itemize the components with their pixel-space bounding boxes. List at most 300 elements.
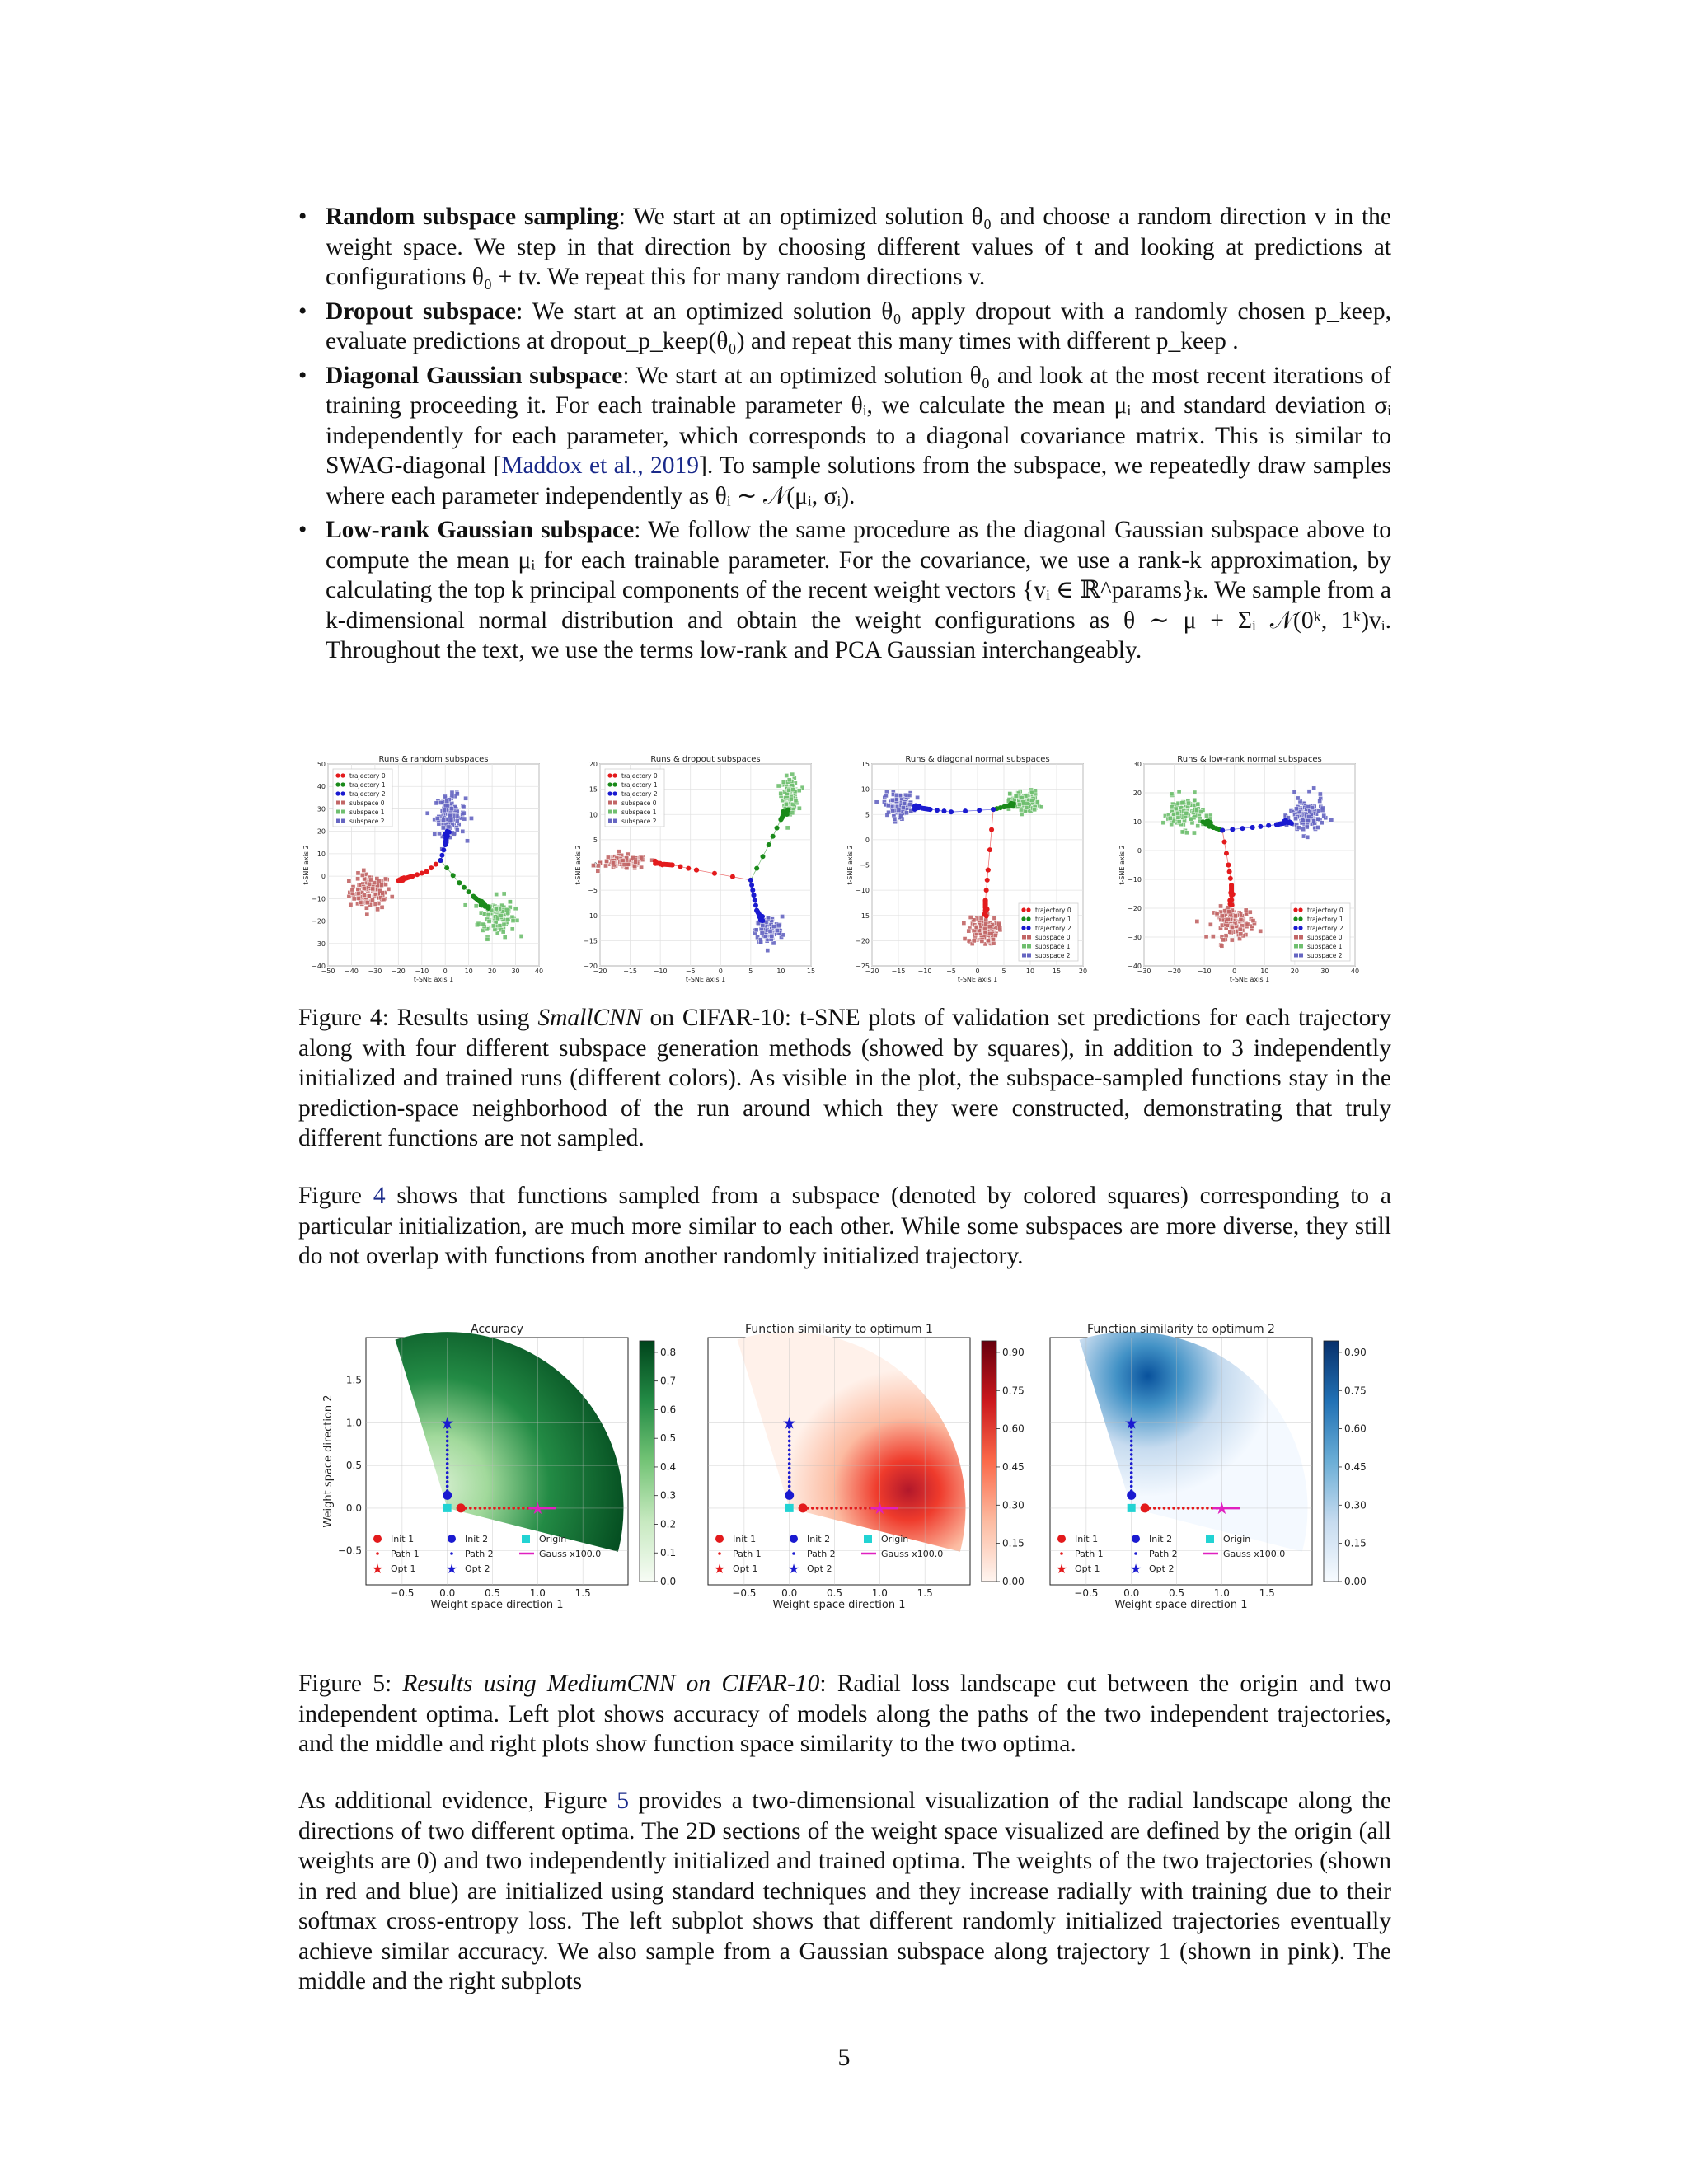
subspace-point xyxy=(886,804,890,808)
legend-marker xyxy=(336,810,340,814)
subspace-point xyxy=(1245,922,1250,926)
y-tick-label: −10 xyxy=(856,887,870,895)
subspace-point xyxy=(1204,813,1208,818)
legend-marker xyxy=(336,801,340,805)
legend-marker: ★ xyxy=(445,1561,458,1577)
legend-marker xyxy=(607,773,612,777)
subspace-point xyxy=(442,808,446,813)
subspace-point xyxy=(1211,935,1215,939)
subspace-point xyxy=(761,923,765,927)
figure-4-plots xyxy=(298,754,1391,995)
landscape-plot-3 xyxy=(1050,1323,1367,1611)
x-tick-label: −30 xyxy=(1137,968,1151,975)
trajectory-point xyxy=(1230,902,1235,907)
x-tick-label: −20 xyxy=(593,968,607,975)
subspace-point xyxy=(902,801,906,805)
trajectory-point xyxy=(457,880,462,885)
subspace-point xyxy=(1030,790,1034,794)
chart-title: Runs & dropout subspaces xyxy=(650,755,761,764)
path-2-point xyxy=(1130,1458,1133,1461)
legend-marker xyxy=(1027,954,1031,958)
path-1-point xyxy=(488,1507,491,1510)
x-tick-label: −50 xyxy=(321,968,335,975)
subspace-point xyxy=(1238,927,1242,931)
subspace-point xyxy=(1177,790,1181,794)
y-tick-label: −20 xyxy=(584,963,598,970)
legend-marker xyxy=(1022,954,1026,958)
x-tick-label: 0 xyxy=(718,968,723,975)
legend-label: Opt 1 xyxy=(733,1563,758,1574)
path-1-point xyxy=(498,1507,501,1510)
colorbar-tick-label: 0.75 xyxy=(1002,1385,1025,1397)
subspace-point xyxy=(1170,792,1174,796)
y-tick-label: −10 xyxy=(584,912,598,920)
legend-label: Path 2 xyxy=(807,1549,836,1559)
subspace-point xyxy=(596,864,600,868)
y-tick-label: −20 xyxy=(312,917,326,926)
legend-label: Init 2 xyxy=(1149,1534,1173,1544)
colorbar-tick-label: 0.45 xyxy=(1344,1460,1367,1473)
subspace-point xyxy=(474,904,478,908)
subspace-point xyxy=(640,855,644,860)
subspace-point xyxy=(365,912,369,916)
subspace-point xyxy=(1025,805,1029,809)
subspace-point xyxy=(352,897,356,901)
legend-label: subspace 2 xyxy=(1307,952,1343,959)
path-2-point xyxy=(446,1453,449,1456)
path-1-point xyxy=(479,1507,482,1510)
y-tick-label: 10 xyxy=(1132,818,1142,826)
y-tick-label: 40 xyxy=(316,783,326,791)
trajectory-point xyxy=(987,847,992,852)
subspace-point xyxy=(362,868,366,872)
subspace-point xyxy=(766,949,770,953)
x-tick-label: 1.0 xyxy=(1213,1587,1230,1599)
subspace-point xyxy=(1196,824,1200,828)
colorbar-tick-label: 0.5 xyxy=(660,1432,677,1445)
subspace-point xyxy=(962,921,966,925)
subspace-point xyxy=(1008,791,1012,795)
subspace-point xyxy=(1318,792,1322,796)
init-2-marker xyxy=(785,1491,794,1500)
legend-marker: ★ xyxy=(713,1561,726,1577)
subspace-point xyxy=(1020,795,1024,799)
subspace-point xyxy=(347,879,351,883)
subspace-point xyxy=(987,931,992,935)
path-2-point xyxy=(1130,1449,1133,1452)
legend-label: subspace 2 xyxy=(621,818,657,825)
legend-label: trajectory 1 xyxy=(621,781,658,789)
x-tick-label: 20 xyxy=(1290,968,1299,975)
trajectory-point xyxy=(486,906,491,911)
legend-marker xyxy=(448,1535,456,1543)
subspace-point xyxy=(1187,801,1191,805)
trajectory-point xyxy=(941,808,946,813)
subspace-point xyxy=(1239,917,1243,921)
trajectory-point xyxy=(1222,840,1227,845)
legend-marker xyxy=(1299,944,1303,949)
legend-label: subspace 0 xyxy=(1035,934,1071,941)
x-tick-label: 0.0 xyxy=(781,1587,798,1599)
y-tick-label: 0 xyxy=(865,836,870,844)
subspace-point xyxy=(992,941,996,945)
subspace-point xyxy=(982,926,987,930)
subspace-point xyxy=(781,780,785,784)
subspace-point xyxy=(790,811,795,815)
legend-label: Opt 1 xyxy=(391,1563,416,1574)
legend-label: Gauss x100.0 xyxy=(1223,1549,1286,1559)
legend-marker xyxy=(1294,954,1298,958)
x-tick-label: 1.5 xyxy=(1259,1587,1275,1599)
trajectory-point xyxy=(991,807,996,812)
x-tick-label: 20 xyxy=(488,968,497,975)
subspace-point xyxy=(387,887,391,891)
x-tick-label: 0.5 xyxy=(826,1587,843,1599)
path-2-point xyxy=(788,1449,791,1452)
citation-link[interactable]: Maddox et al., 2019 xyxy=(501,452,700,479)
legend-label: Init 1 xyxy=(1075,1534,1099,1544)
y-tick-label: −20 xyxy=(856,937,870,945)
path-2-point xyxy=(1130,1467,1133,1470)
subspace-point xyxy=(367,882,371,886)
legend-label: trajectory 2 xyxy=(349,790,386,798)
legend-marker xyxy=(612,791,617,795)
subspace-point xyxy=(968,915,973,919)
subspace-point xyxy=(639,865,643,869)
subspace-point xyxy=(1230,938,1234,942)
subspace-point xyxy=(1244,908,1248,912)
legend-marker xyxy=(341,819,345,823)
legend-marker: ★ xyxy=(1129,1561,1142,1577)
subspace-point xyxy=(897,808,901,812)
x-tick-label: −10 xyxy=(1197,968,1212,975)
path-2-point xyxy=(1130,1444,1133,1447)
legend-label: trajectory 0 xyxy=(349,772,386,780)
landscape-plot-2 xyxy=(708,1323,1025,1611)
x-axis-label: Weight space direction 1 xyxy=(1114,1599,1248,1611)
subspace-point xyxy=(362,893,366,897)
path-2-point xyxy=(788,1480,791,1483)
subspace-point xyxy=(1307,790,1311,794)
subspace-point xyxy=(1189,817,1193,821)
y-tick-label: −15 xyxy=(856,912,870,920)
legend-marker xyxy=(1293,907,1297,912)
subspace-point xyxy=(1175,811,1179,815)
path-1-point xyxy=(854,1507,857,1510)
trajectory-point xyxy=(935,808,940,813)
trajectory-point xyxy=(767,842,771,847)
subspace-point xyxy=(1208,922,1212,926)
x-tick-label: 1.5 xyxy=(574,1587,591,1599)
path-1-point xyxy=(1206,1507,1209,1510)
subspace-point xyxy=(631,855,635,860)
subspace-point xyxy=(787,788,791,792)
path-1-point xyxy=(508,1507,511,1510)
subspace-point xyxy=(356,871,360,875)
subspace-point xyxy=(789,797,793,801)
path-2-point xyxy=(788,1458,791,1461)
trajectory-point xyxy=(785,808,790,813)
subspace-point xyxy=(1215,912,1219,916)
y-tick-label: 10 xyxy=(316,850,326,858)
x-axis-label: t-SNE axis 1 xyxy=(957,976,998,983)
path-1-point xyxy=(503,1507,506,1510)
subspace-point xyxy=(1161,821,1165,825)
trajectory-point xyxy=(989,827,994,832)
legend-marker xyxy=(607,791,612,795)
legend-marker xyxy=(1021,926,1025,930)
subspace-point xyxy=(770,934,774,938)
y-axis-label: Weight space direction 2 xyxy=(322,1394,335,1528)
legend-label: Origin xyxy=(881,1534,909,1544)
subspace-point xyxy=(1196,802,1200,806)
path-2-point xyxy=(446,1462,449,1465)
y-tick-label: 15 xyxy=(860,761,870,768)
legend-marker xyxy=(1027,935,1031,940)
subspace-point xyxy=(768,929,772,933)
subspace-point xyxy=(511,918,515,922)
init-2-marker xyxy=(1127,1491,1136,1500)
subspace-point xyxy=(787,778,791,782)
figure-4-ref[interactable]: 4 xyxy=(373,1183,386,1209)
path-2-point xyxy=(446,1458,449,1461)
path-1-point xyxy=(483,1507,486,1510)
path-2-point xyxy=(788,1476,791,1479)
subspace-point xyxy=(350,888,354,892)
figure-5-caption: Figure 5: Results using MediumCNN on CIFAR-10: Radial loss landscape cut between the origin and two independent optima. Left plot shows accuracy of models along the paths of the two independent trajectories, and the middle and right plots show function space similarity to the two optima. xyxy=(298,1671,1392,1757)
legend-marker xyxy=(1057,1535,1066,1543)
legend-marker xyxy=(335,791,340,795)
opt-1-marker: ★ xyxy=(530,1497,546,1518)
legend-label: trajectory 0 xyxy=(621,772,658,780)
subspace-point xyxy=(1294,807,1298,811)
x-tick-label: 0 xyxy=(975,968,980,975)
legend-label: trajectory 1 xyxy=(349,781,386,789)
path-1-point xyxy=(1182,1507,1185,1510)
subspace-point xyxy=(785,773,789,777)
x-axis-label: Weight space direction 1 xyxy=(430,1599,564,1611)
subspace-point xyxy=(487,919,491,923)
y-tick-label: −5 xyxy=(860,861,870,869)
legend-label: Opt 2 xyxy=(807,1563,832,1574)
subspace-point xyxy=(360,873,364,877)
legend-label: trajectory 2 xyxy=(1035,925,1071,932)
x-tick-label: 0.0 xyxy=(439,1587,456,1599)
legend-marker xyxy=(1298,926,1302,930)
y-tick-label: −25 xyxy=(856,963,870,970)
subspace-point xyxy=(502,892,506,896)
subspace-point xyxy=(463,796,467,800)
subspace-point xyxy=(455,819,459,823)
legend-marker xyxy=(1294,935,1298,940)
trajectory-point xyxy=(1220,828,1225,833)
colorbar-tick-label: 0.7 xyxy=(660,1375,677,1387)
path-1-point xyxy=(1163,1507,1166,1510)
subspace-point xyxy=(356,887,360,891)
subspace-point xyxy=(494,907,498,911)
legend-label: subspace 1 xyxy=(621,808,657,816)
trajectory-point xyxy=(439,853,444,858)
colorbar-tick-label: 0.45 xyxy=(1002,1460,1025,1473)
subspace-point xyxy=(1218,904,1222,908)
figure-4-caption: Figure 4: Results using SmallCNN on CIFAR-10: t-SNE plots of validation set predictions for each trajectory along with four different subspace generation methods (showed by squares), in addition to 3 independently initialized and trained runs (different colors). As visible in the plot, the subspace-sampled functions stay in the prediction-space neighborhood of the run around which they were constructed, demonstrating that truly different functions are not sampled. xyxy=(298,1005,1392,1151)
legend-marker xyxy=(1026,907,1030,912)
x-tick-label: −20 xyxy=(1167,968,1182,975)
subspace-point xyxy=(1193,798,1197,802)
legend-marker xyxy=(612,782,617,786)
legend-marker xyxy=(608,801,612,805)
subspace-point xyxy=(1230,925,1234,929)
trajectory-point xyxy=(467,889,471,894)
y-tick-label: −0.5 xyxy=(337,1544,362,1557)
legend-label: subspace 1 xyxy=(1035,943,1071,950)
legend-label: Init 2 xyxy=(465,1534,489,1544)
colorbar-tick-label: 0.60 xyxy=(1002,1422,1025,1435)
colorbar-tick-label: 0.0 xyxy=(660,1576,677,1587)
trajectory-point xyxy=(749,883,754,888)
chart-title: Runs & diagonal normal subspaces xyxy=(905,755,1050,764)
subspace-point xyxy=(448,813,452,818)
x-tick-label: −20 xyxy=(865,968,879,975)
x-tick-label: −5 xyxy=(946,968,956,975)
subspace-point xyxy=(1174,807,1178,811)
subspace-point xyxy=(771,925,776,929)
trajectory-point xyxy=(1258,824,1263,829)
path-2-point xyxy=(788,1435,791,1438)
subspace-point xyxy=(513,907,518,911)
subspace-point xyxy=(443,804,448,808)
y-tick-label: −10 xyxy=(312,895,326,903)
legend-marker xyxy=(792,1552,795,1555)
subspace-point xyxy=(482,912,486,916)
x-tick-label: 30 xyxy=(511,968,520,975)
bullet-random-subspace: • Random subspace sampling: We start at an optimized solution θ₀ and choose a random direction v in the weight space. We step in that direction by choosing different values of t and looking at predictions at configurations θ₀ + tv. We repeat this for many random directions v. xyxy=(298,202,1391,293)
y-tick-label: −15 xyxy=(584,937,598,945)
x-tick-label: 10 xyxy=(1025,968,1035,975)
y-tick-label: −30 xyxy=(1128,934,1142,941)
y-axis-label: t-SNE axis 2 xyxy=(846,845,854,885)
trajectory-point xyxy=(429,865,434,870)
x-tick-label: 0 xyxy=(1232,968,1237,975)
y-tick-label: 10 xyxy=(588,811,598,819)
subspace-point xyxy=(974,926,978,930)
subspace-point xyxy=(373,902,377,906)
x-tick-label: 40 xyxy=(1350,968,1360,975)
trajectory-point xyxy=(441,847,446,852)
subspace-point xyxy=(612,861,616,865)
subspace-point xyxy=(1025,801,1029,805)
path-2-point xyxy=(1130,1485,1133,1488)
path-1-point xyxy=(830,1507,833,1510)
subspace-point xyxy=(1221,938,1226,942)
path-1-point xyxy=(821,1507,824,1510)
legend-label: subspace 1 xyxy=(349,808,385,816)
legend-marker xyxy=(1021,907,1025,912)
path-2-point xyxy=(1130,1462,1133,1465)
subspace-point xyxy=(379,883,383,887)
trajectory-point xyxy=(462,885,467,890)
subspace-methods-list xyxy=(298,202,1391,670)
trajectory-point xyxy=(753,903,758,908)
init-1-marker xyxy=(1141,1503,1150,1512)
subspace-point xyxy=(1204,935,1208,939)
figure-5-ref[interactable]: 5 xyxy=(617,1788,629,1814)
y-tick-label: 5 xyxy=(593,836,598,844)
subspace-point xyxy=(771,941,776,945)
trajectory-point xyxy=(694,868,699,873)
colorbar-tick-label: 0.3 xyxy=(660,1489,677,1502)
x-tick-label: 5 xyxy=(1001,968,1006,975)
subspace-point xyxy=(383,883,387,887)
trajectory-point xyxy=(1240,826,1245,831)
trajectory-point xyxy=(750,888,755,893)
legend-label: Origin xyxy=(539,1534,567,1544)
subspace-point xyxy=(1180,801,1184,805)
subspace-point xyxy=(359,900,363,904)
page-number: 5 xyxy=(837,2044,851,2071)
subspace-point xyxy=(986,939,990,943)
legend-marker xyxy=(1293,926,1297,930)
x-tick-label: 0.5 xyxy=(484,1587,501,1599)
y-axis-label: t-SNE axis 2 xyxy=(302,845,310,885)
path-2-point xyxy=(1130,1476,1133,1479)
subspace-point xyxy=(1220,944,1224,948)
subspace-point xyxy=(447,825,451,829)
trajectory-point xyxy=(1229,893,1234,898)
x-tick-label: 1.0 xyxy=(529,1587,546,1599)
subspace-point xyxy=(378,888,382,893)
x-tick-label: 15 xyxy=(806,968,816,975)
x-tick-label: −10 xyxy=(653,968,668,975)
trajectory-point xyxy=(1227,869,1232,874)
x-tick-label: −0.5 xyxy=(732,1587,757,1599)
subspace-point xyxy=(449,807,453,811)
subspace-point xyxy=(967,929,971,933)
subspace-point xyxy=(438,800,443,804)
trajectory-point xyxy=(445,829,450,834)
x-tick-label: −10 xyxy=(415,968,429,975)
x-tick-label: 0.0 xyxy=(1123,1587,1140,1599)
legend-marker xyxy=(341,810,345,814)
subspace-point xyxy=(498,924,502,928)
subspace-point xyxy=(375,907,379,912)
subspace-point xyxy=(369,878,373,882)
subspace-point xyxy=(380,905,384,909)
subspace-point xyxy=(462,805,466,809)
legend-marker xyxy=(1294,944,1298,949)
subspace-point xyxy=(441,826,445,830)
origin-marker xyxy=(1128,1504,1136,1512)
legend-label: subspace 0 xyxy=(621,799,657,807)
legend-marker xyxy=(1299,954,1303,958)
tsne-plot-1 xyxy=(302,755,543,983)
subspace-point xyxy=(371,887,375,891)
x-tick-label: 0.5 xyxy=(1168,1587,1185,1599)
subspace-point xyxy=(462,817,467,821)
path-2-point xyxy=(446,1480,449,1483)
path-2-point xyxy=(1130,1471,1133,1474)
legend-marker xyxy=(715,1535,724,1543)
x-tick-label: −0.5 xyxy=(390,1587,415,1599)
y-tick-label: 0.5 xyxy=(345,1460,362,1472)
path-2-point xyxy=(446,1440,449,1443)
legend-marker xyxy=(450,1552,453,1555)
origin-marker xyxy=(785,1504,794,1512)
subspace-point xyxy=(1184,831,1189,835)
x-tick-label: 40 xyxy=(534,968,544,975)
subspace-point xyxy=(1248,910,1252,914)
subspace-point xyxy=(780,914,784,918)
